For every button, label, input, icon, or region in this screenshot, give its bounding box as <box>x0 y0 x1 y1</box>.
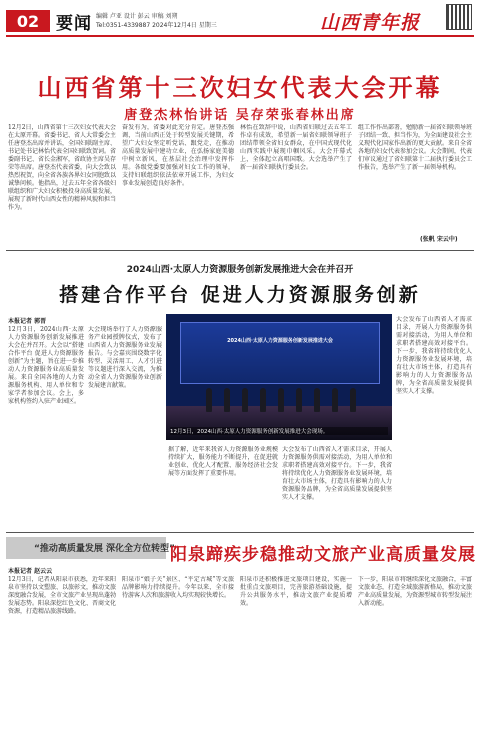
article3-byline: 本报记者 赵云云 <box>8 568 53 575</box>
article1-source: (张帆 宋云中) <box>420 236 458 243</box>
section-divider <box>6 250 474 251</box>
qr-code-icon <box>446 4 472 30</box>
stage-backdrop <box>180 322 380 384</box>
section-title: 要闻 <box>56 14 92 34</box>
section-divider <box>6 532 474 533</box>
article1-column-4: 组工作作出部署，勉励新一届省妇联领导班子团结一致、担当作为，为全面建设社会主义现代化国家作出新的更大贡献。来自全省各地的妇女代表参加会议。大会期间，代表们审议通过了省妇联第十二届执行委员会工作报告，选举产生了新一届领导机构。 <box>358 124 472 171</box>
attendee-figure <box>314 388 320 412</box>
attendee-figure <box>296 388 302 412</box>
attendee-figure <box>224 388 230 412</box>
attendee-figure <box>350 388 356 412</box>
article3-column-2: 阳泉市“娘子关”景区、“平定古城”等文旅品牌影响力持续提升。今年以来，全市接待游客人次和旅游收入均实现较快增长。 <box>122 576 234 599</box>
date-line: Tel:0351-4339887 2024年12月4日 星期三 <box>96 22 217 29</box>
newspaper-logo: 山西青年报 <box>320 12 421 34</box>
article2-column-1: 12月3日，2024山西·太原人力资源服务创新发展推进大会在并召开。大会以“搭建合作平台 促进人力资源服务创新”为主题，旨在进一步推动人力资源服务业高质量发展。来自全国各地的人力资源服务机构、用人单位和专家学者参加会议。会上，多家机构签约入驻产业园区。 <box>8 326 84 405</box>
article3-column-4: 下一步，阳泉市将继续深化文旅融合，丰富文旅业态，打造全域旅游新格局，推动文旅产业高质量发展，为资源型城市转型发展注入新动能。 <box>358 576 472 607</box>
attendee-figure <box>242 388 248 412</box>
article2-byline: 本报记者 郭晋 <box>8 318 47 325</box>
attendee-figure <box>260 388 266 412</box>
attendee-figure <box>332 388 338 412</box>
article2-column-3: 据了解，近年来我省人力资源服务业规模持续扩大，服务能力不断提升，在促进就业创业、优化人才配置、服务经济社会发展等方面发挥了重要作用。 <box>168 446 278 477</box>
article1-column-1: 12月2日，山西省第十三次妇女代表大会在太原开幕。省委书记、省人大常委会主任唐登杰出席并讲话，全国妇联副主席、书记处书记林怡代表全国妇联致贺词。省委副书记、省长金湘军，省政协主席吴存荣等出席。唐登杰代表省委，向大会致以热烈祝贺，向全省各族各界妇女同胞致以诚挚问候。他指出，过去五年全省各级妇联组织和广大妇女积极投身高质量发展，展现了新时代山西女性的精神风貌和担当作为。 <box>8 124 116 211</box>
article1-column-2: 奋发有为，省委对此充分肯定。唐登杰强调，当前山西正处于转型发展关键期，希望广大妇女坚定听党话、跟党走，在推动高质量发展中建功立业，在弘扬家庭美德中树立新风，在基层社会治理中发挥作用。各级党委要加强对妇女工作的领导，支持妇联组织依法依章开展工作，为妇女事业发展创造良好条件。 <box>122 124 234 187</box>
article2-headline: 搭建合作平台 促进人力资源服务创新 <box>59 284 421 306</box>
article3-column-1: 12月3日，记者从阳泉市获悉，近年来阳泉市坚持以文塑旅、以旅彰文，推动文旅深度融合发展，全市文旅产业呈现出蓬勃发展态势。阳泉深挖红色文化、晋商文化资源，打造精品旅游线路。 <box>8 576 116 615</box>
article1-subheadline: 唐登杰林怡讲话 吴存荣张春林出席 <box>124 108 356 123</box>
article2-column-4: 大会发布了山西省人才需求目录，开展人力资源服务供需对接活动，为用人单位和求职者搭建高效对接平台。下一步，我省将持续优化人力资源服务业发展环境，培育壮大市场主体，打造具有影响力的人力资源服务品牌，为全省高质量发展提供坚实人才支撑。 <box>282 446 392 501</box>
masthead <box>0 0 480 42</box>
article2-kicker: 2024山西·太原人力资源服务创新发展推进大会在并召开 <box>126 265 354 275</box>
article1-headline: 山西省第十三次妇女代表大会开幕 <box>37 74 443 102</box>
attendee-figure <box>206 388 212 412</box>
attendee-figure <box>278 388 284 412</box>
editor-line: 编辑 卢亚 设计 彭云 审稿 刘朔 <box>96 13 178 20</box>
article2-column-5: 大会发布了山西省人才需求目录，开展人力资源服务供需对接活动，为用人单位和求职者搭建高效对接平台。下一步，我省将持续优化人力资源服务业发展环境，培育壮大市场主体，打造具有影响力的人力资源服务品牌，为全省高质量发展提供坚实人才支撑。 <box>396 316 472 395</box>
article3-kicker: “推动高质量发展 深化全方位转型” <box>34 544 175 554</box>
page-number: 02 <box>6 10 50 32</box>
article2-column-2: 大会现场举行了人力资源服务产业园授牌仪式，发布了山西省人力资源服务业发展报告。与会嘉宾围绕数字化转型、灵活用工、人才引进等议题进行深入交流，为推动全省人力资源服务业创新发展建言献策。 <box>88 326 162 389</box>
article3-column-3: 阳泉市还积极推进文旅项目建设，实施一批重点文旅项目，完善旅游基础设施，提升公共服务水平，推动文旅产业提质增效。 <box>240 576 352 607</box>
article1-column-3: 林怡在致辞中说，山西省妇联过去五年工作卓有成效，希望新一届省妇联领导班子团结带领全省妇女群众，在中国式现代化山西实践中展现巾帼风采。大会开幕式上，全体起立高唱国歌。大会选举产生了新一届省妇联执行委员会。 <box>240 124 352 171</box>
masthead-divider <box>6 35 474 37</box>
article3-headline: 阳泉蹄疾步稳推动文旅产业高质量发展 <box>170 545 476 565</box>
backdrop-title: 2024山西·太原人力资源服务创新发展推进大会 <box>227 338 333 344</box>
event-photo <box>166 314 392 440</box>
photo-caption: 12月3日，2024山西·太原人力资源服务创新发展推进大会现场。 <box>170 427 388 435</box>
